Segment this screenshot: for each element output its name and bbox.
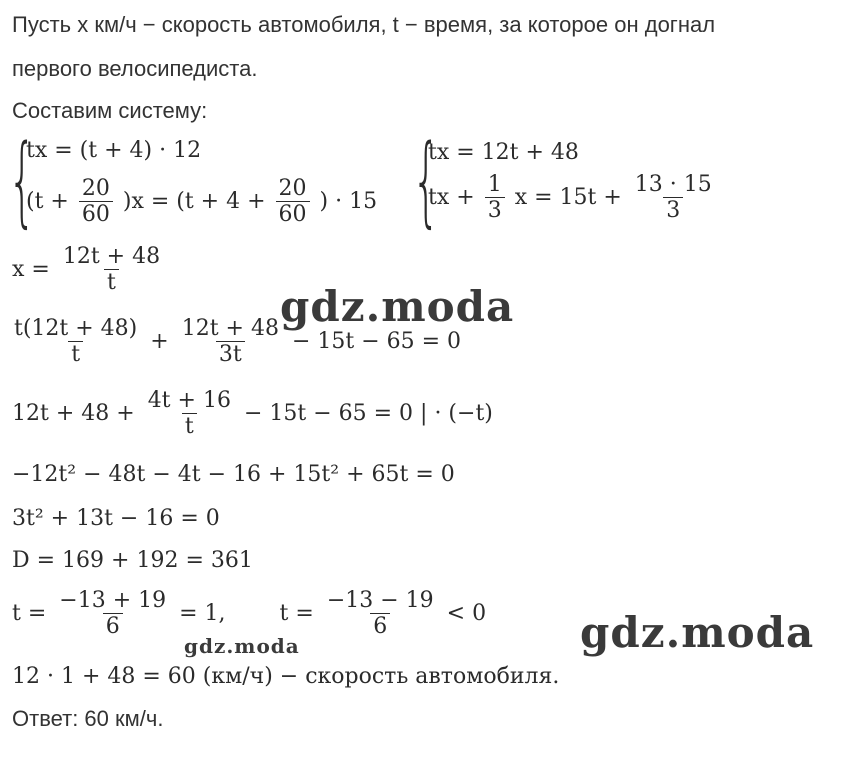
step-sub-rest: − 15t − 65 = 0: [291, 328, 462, 354]
step-x-fraction: [60, 244, 163, 296]
step-sub-fraction-2: [179, 316, 282, 368]
system-2-eq-2: [428, 172, 718, 224]
fraction-numerator: −13 + 19: [59, 588, 167, 613]
fraction-denominator: 3t: [216, 341, 245, 367]
fraction-numerator: 4t + 16: [147, 388, 231, 413]
step-roots: [12, 588, 486, 640]
fraction-denominator: t: [68, 341, 83, 367]
fraction-denominator: 3: [485, 197, 505, 223]
system-2-eq-2-left: tx +: [428, 184, 475, 210]
root-1-fraction: [56, 588, 169, 640]
step-sub-plus: +: [150, 328, 169, 354]
fraction-denominator: 3: [663, 197, 683, 223]
step-simpl-rest: − 15t − 65 = 0 | · (−t): [243, 400, 493, 426]
answer: Ответ: 60 км/ч.: [12, 706, 164, 731]
system-1-eq-2-mid: )x = (t + 4 +: [122, 188, 266, 214]
fraction-denominator: 60: [276, 201, 310, 227]
root-1-right: = 1,: [179, 600, 226, 626]
root-1-left: t =: [12, 600, 47, 626]
intro-line-1: Пусть x км/ч − скорость автомобиля, t − время, за которое он догнал: [12, 12, 716, 37]
fraction-denominator: 6: [103, 613, 123, 639]
system-1-brace: {: [8, 124, 37, 238]
system-1-eq-2: [26, 176, 377, 228]
step-simpl-fraction: [145, 388, 234, 440]
fraction-numerator: 20: [278, 176, 307, 201]
root-2-right: < 0: [446, 600, 487, 626]
step-expand: −12t² − 48t − 4t − 16 + 15t² + 65t = 0: [12, 462, 455, 487]
step-x-left: x =: [12, 256, 50, 282]
root-2-left: t =: [279, 600, 314, 626]
system-1-fraction-2: [276, 176, 310, 228]
system-2-eq-1: tx = 12t + 48: [428, 140, 579, 165]
watermark-logo-small: gdz.moda: [184, 634, 300, 658]
system-2-fraction-1: [485, 172, 505, 224]
step-sub-fraction-1: [11, 316, 140, 368]
root-2-fraction: [324, 588, 437, 640]
step-quadratic: 3t² + 13t − 16 = 0: [12, 506, 220, 531]
intro-line-3: Составим систему:: [12, 98, 208, 123]
fraction-numerator: 12t + 48: [62, 244, 161, 269]
fraction-denominator: 60: [79, 201, 113, 227]
step-x: [12, 244, 166, 296]
system-2-eq-2-mid: x = 15t +: [514, 184, 622, 210]
fraction-numerator: 13 · 15: [634, 172, 712, 197]
system-2-brace: {: [412, 124, 441, 238]
fraction-numerator: t(12t + 48): [14, 316, 138, 341]
watermark-logo: gdz.moda: [280, 282, 515, 331]
step-simplified: [12, 388, 493, 440]
fraction-denominator: t: [182, 413, 197, 439]
system-1-fraction-1: [79, 176, 113, 228]
step-simpl-left: 12t + 48 +: [12, 400, 135, 426]
system-1-eq-2-right: ) · 15: [319, 188, 378, 214]
watermark-logo: gdz.moda: [580, 608, 815, 657]
step-speed: 12 · 1 + 48 = 60 (км/ч) − скорость автомобиля.: [12, 664, 560, 689]
fraction-numerator: 12t + 48: [181, 316, 279, 341]
system-1-eq-1: tx = (t + 4) · 12: [26, 138, 202, 163]
step-discriminant: D = 169 + 192 = 361: [12, 548, 253, 573]
fraction-denominator: t: [104, 269, 119, 295]
fraction-numerator: 20: [81, 176, 110, 201]
fraction-numerator: 1: [487, 172, 502, 197]
fraction-numerator: −13 − 19: [326, 588, 434, 613]
fraction-denominator: 6: [370, 613, 390, 639]
system-1-eq-2-left: (t +: [26, 188, 69, 214]
system-2-fraction-2: [632, 172, 715, 224]
intro-line-2: первого велосипедиста.: [12, 56, 258, 81]
